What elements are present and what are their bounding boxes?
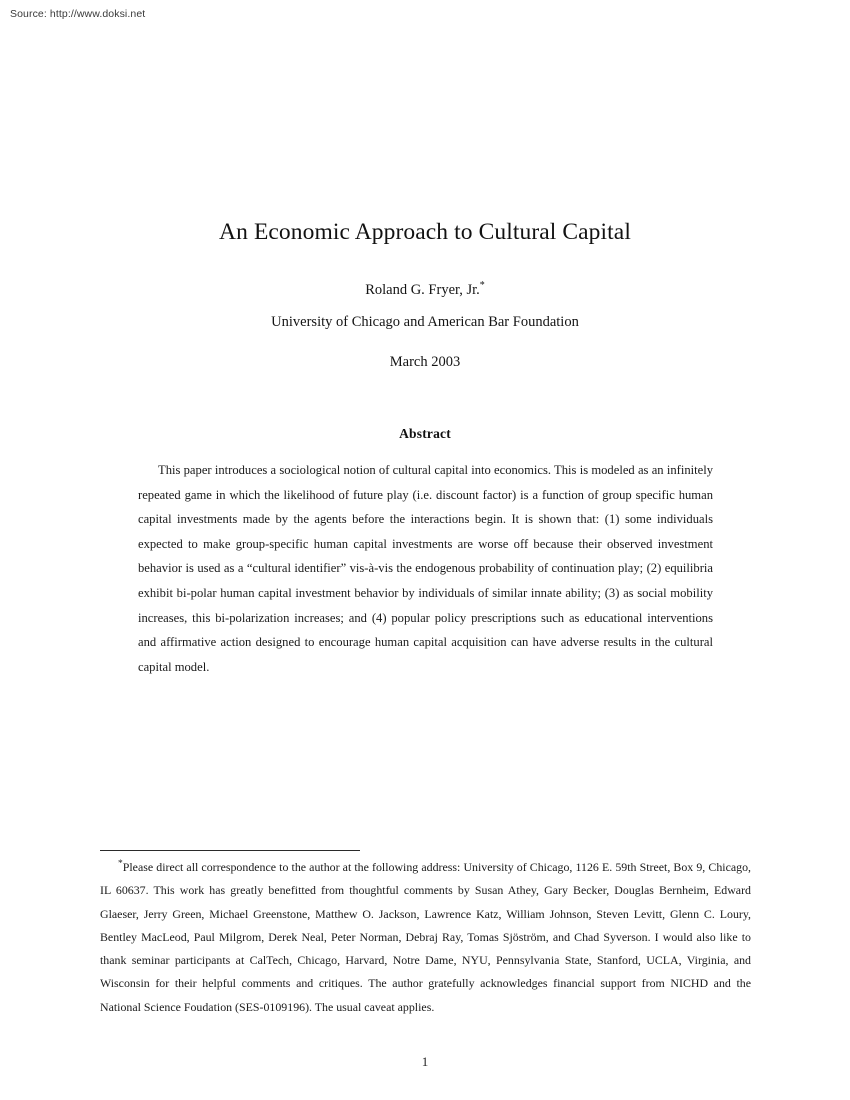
footnote-text: Please direct all correspondence to the author at the following address: University of Chicago, 1126 E. 59th Street, Box 9, Chicago, IL 60637. This work has greatly benefitted from thoughtful comments by Susan Athey, Gary Becker, Douglas Bernheim, Edward Glaeser, Jerry Green, Michael Greenstone, Matthew O. Jackson, Lawrence Katz, William Johnson, Steven Levitt, Glenn C. Loury, Bentley MacLeod, Paul Milgrom, Derek Neal, Peter Norman, Debraj Ray, Tomas Sjöström, and Chad Syverson. I would also like to thank seminar participants at CalTech, Chicago, Harvard, Notre Dame, NYU, Pennsylvania State, Stanford, UCLA, Virginia, and Wisconsin for their helpful comments and critiques. The author gratefully acknowledges financial support from NICHD and the National Science Foudation (SES-0109196). The usual caveat applies.: [100, 860, 751, 1014]
footnote-body: [100, 856, 751, 1019]
publication-date: March 2003: [389, 354, 461, 371]
abstract-heading: Abstract: [399, 426, 451, 441]
page-number: 1: [421, 1054, 429, 1069]
source-banner: [0, 0, 850, 29]
author-footnote-marker: *: [479, 280, 485, 292]
paper-page: [0, 28, 850, 1100]
author-name: Roland G. Fryer, Jr.: [365, 282, 480, 299]
source-url-text: Source: http://www.doksi.net: [10, 8, 146, 20]
title-block: [0, 218, 850, 372]
affiliation-line: University of Chicago and American Bar Foundation: [271, 314, 579, 331]
author-line: [0, 281, 850, 300]
abstract-body: This paper introduces a sociological notion of cultural capital into economics. This is modeled as an infinitely repeated game in which the likelihood of future play (i.e. discount factor) is a function of group specific human capital investments made by the agents before the interactions begin. It is shown that: (1) some individuals expected to make group-specific human capital investments are worse off because their observed investment behavior is used as a “cultural identifier” vis-à-vis the endogenous probability of continuation play; (2) equilibria exhibit bi-polar human capital investment behavior by individuals of similar innate ability; (3) as social mobility increases, this bi-polarization increases; and (4) popular policy prescriptions such as educational interventions and affirmative action designed to encourage human capital acquisition can have adverse results in the cultural capital model.: [138, 463, 713, 674]
page-title: An Economic Approach to Cultural Capital: [219, 219, 631, 245]
footnote-marker: *: [118, 859, 123, 870]
footnote-separator-rule: [100, 850, 360, 851]
